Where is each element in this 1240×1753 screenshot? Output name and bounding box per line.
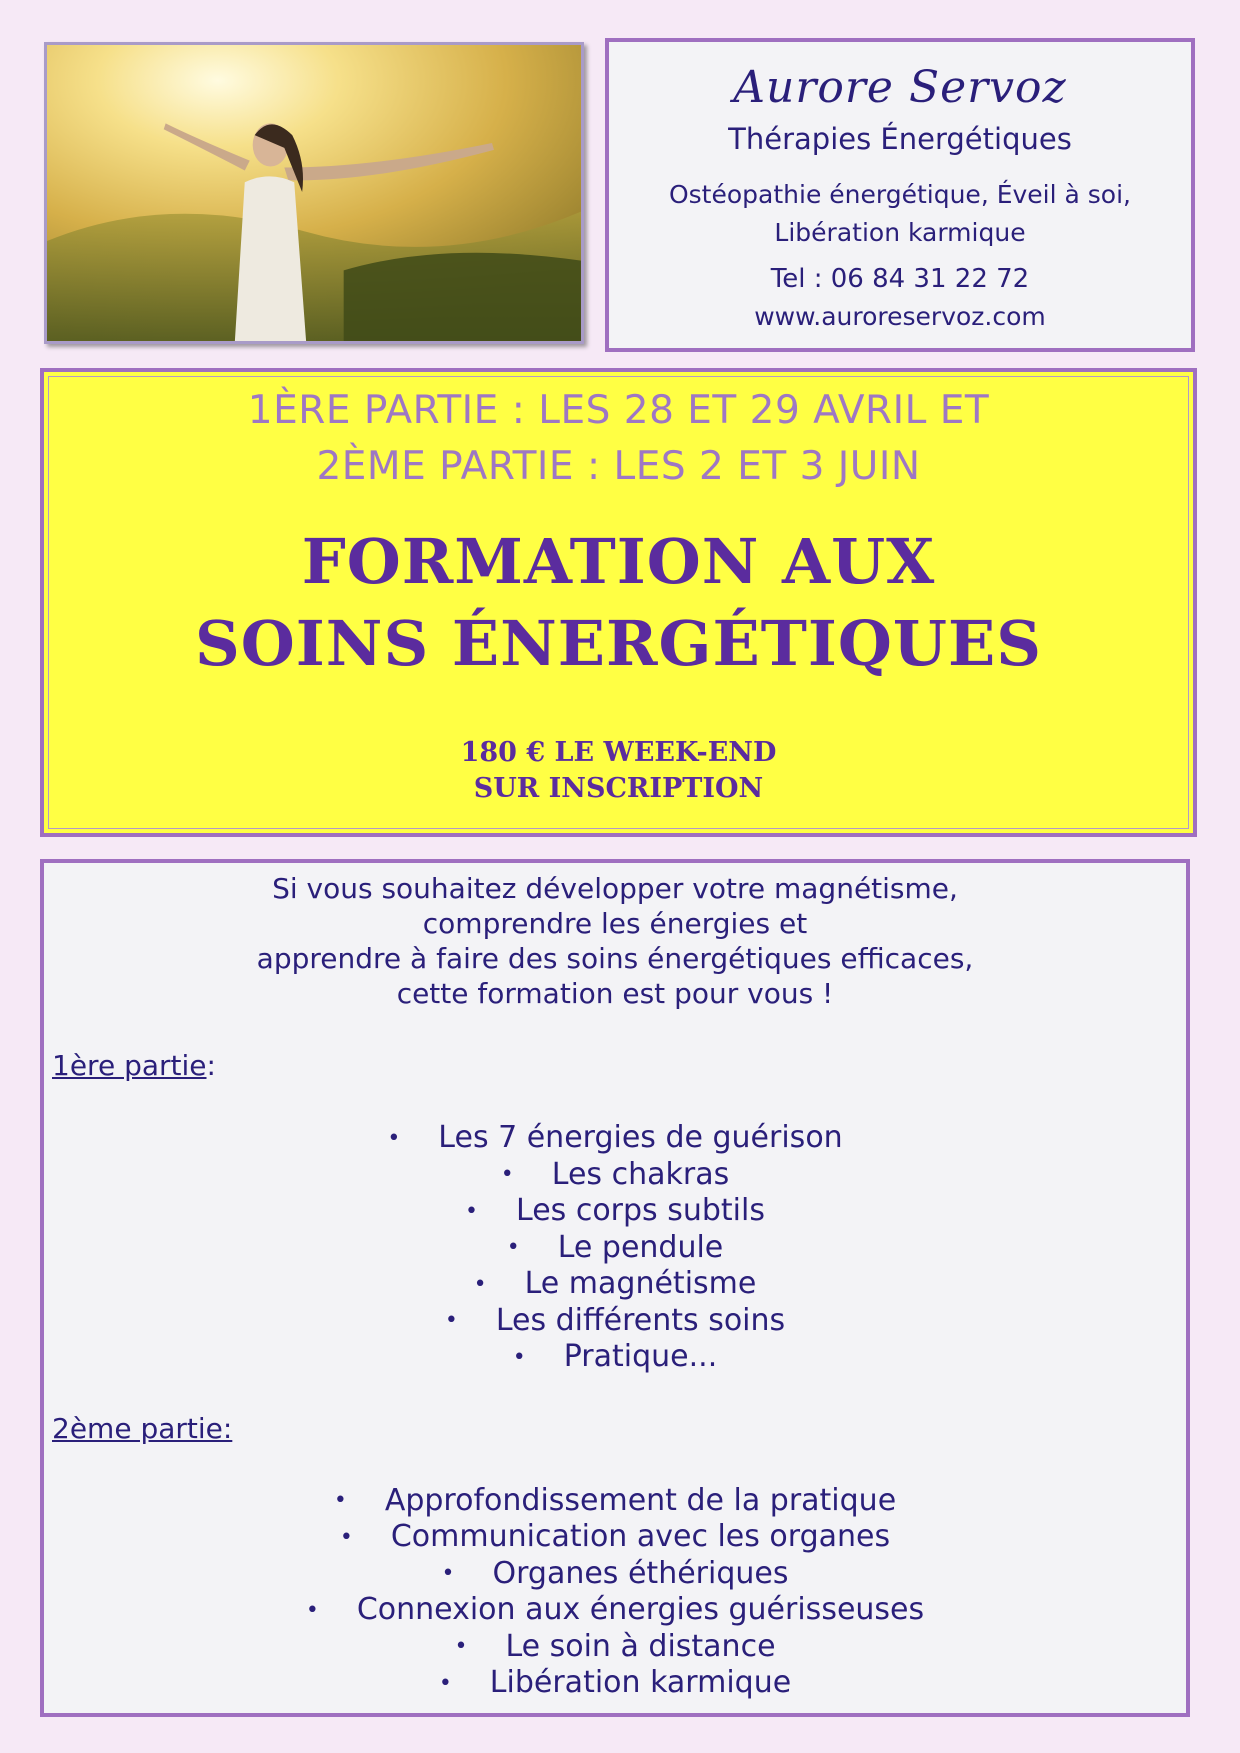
bullet-icon: • xyxy=(441,1561,455,1586)
bullet-icon: • xyxy=(444,1308,458,1333)
list-item: • Connexion aux énergies guérisseuses xyxy=(305,1592,925,1627)
registration-line: SUR INSCRIPTION xyxy=(473,773,764,804)
intro-line: comprendre les énergies et xyxy=(422,907,808,940)
intro-text xyxy=(44,871,1186,1011)
bullet-icon: • xyxy=(339,1524,353,1550)
contact-card xyxy=(605,38,1195,352)
bullet-icon: • xyxy=(333,1488,347,1513)
event-dates xyxy=(49,383,1188,495)
list-item: • Libération karmique xyxy=(438,1665,792,1700)
list-item: • Le magnétisme xyxy=(473,1266,757,1301)
list-item: • Communication avec les organes xyxy=(339,1519,891,1554)
bullet-icon: • xyxy=(465,1198,479,1224)
part1-title: 1ère partie xyxy=(52,1049,207,1082)
bullet-icon: • xyxy=(454,1634,468,1659)
part1-heading xyxy=(52,1049,1186,1082)
bullet-icon: • xyxy=(473,1271,487,1297)
bullet-icon: • xyxy=(305,1597,319,1623)
list-item: • Approfondissement de la pratique xyxy=(333,1482,897,1518)
list-item: • Les corps subtils xyxy=(465,1193,765,1228)
price-line: 180 € LE WEEK-END xyxy=(460,737,777,768)
specialties-line: Ostéopathie énergétique, Éveil à soi, xyxy=(668,180,1131,209)
list-item: • Le soin à distance xyxy=(454,1628,776,1664)
hero-photo xyxy=(44,42,584,344)
website-link[interactable]: www.auroreservoz.com xyxy=(754,302,1046,331)
phone-number: Tel : 06 84 31 22 72 xyxy=(770,264,1030,294)
part2-heading: 2ème partie: xyxy=(52,1411,233,1445)
bullet-icon: • xyxy=(512,1344,526,1370)
woman-arms-open-sunlight-image xyxy=(47,45,581,341)
bullet-icon: • xyxy=(500,1162,514,1187)
part1-colon: : xyxy=(206,1049,216,1082)
list-item: • Organes éthériques xyxy=(441,1555,789,1591)
list-item: • Les 7 énergies de guérison xyxy=(387,1120,843,1155)
part1-list xyxy=(44,1120,1186,1376)
program-details xyxy=(40,859,1190,1717)
specialties xyxy=(609,176,1191,252)
banner-inner-border xyxy=(48,376,1189,829)
title-line: FORMATION AUX xyxy=(301,525,936,598)
title-line: SOINS ÉNERGÉTIQUES xyxy=(195,607,1042,680)
event-price xyxy=(49,735,1188,807)
bullet-icon: • xyxy=(438,1670,452,1696)
dates-line: 2ÈME PARTIE : LES 2 ET 3 JUIN xyxy=(316,444,921,489)
list-item: • Pratique... xyxy=(512,1339,718,1374)
therapist-subtitle: Thérapies Énergétiques xyxy=(728,122,1072,156)
bullet-icon: • xyxy=(387,1125,401,1151)
list-item: • Les différents soins xyxy=(444,1302,786,1338)
dates-line: 1ÈRE PARTIE : LES 28 ET 29 AVRIL ET xyxy=(247,388,990,433)
intro-line: apprendre à faire des soins énergétiques efficaces, xyxy=(256,942,974,975)
intro-line: cette formation est pour vous ! xyxy=(396,977,834,1010)
bullet-icon: • xyxy=(506,1235,520,1260)
specialties-line: Libération karmique xyxy=(774,218,1026,247)
intro-line: Si vous souhaitez développer votre magnétisme, xyxy=(272,872,958,905)
list-item: • Les chakras xyxy=(500,1156,730,1192)
event-banner xyxy=(40,368,1197,837)
therapist-name: Aurore Servoz xyxy=(733,62,1067,113)
event-title xyxy=(49,521,1188,685)
list-item: • Le pendule xyxy=(506,1229,724,1265)
part2-list xyxy=(44,1483,1186,1702)
